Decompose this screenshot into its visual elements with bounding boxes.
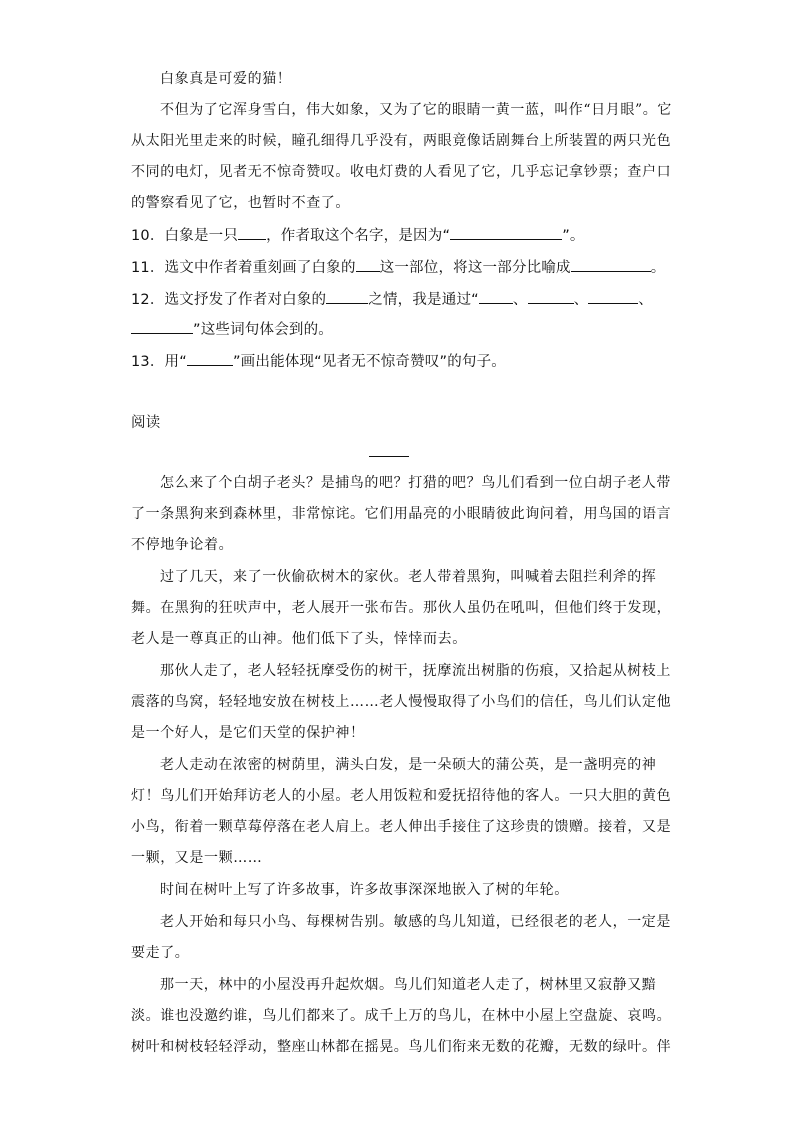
answer-blank[interactable] (571, 257, 651, 272)
passage1-line: 的警察看见了它，也暂时不查了。 (131, 195, 350, 211)
passage2-line: 小鸟，衔着一颗草莓停落在老人肩上。老人伸出手接住了这珍贵的馈赠。接着，又是 (131, 819, 672, 835)
answer-blank[interactable] (356, 257, 380, 272)
passage2-line: 舞。在黑狗的狂吠声中，老人展开一张布告。那伙人虽仍在吼叫，但他们终于发现， (131, 600, 672, 616)
question-11-text-c: 。 (650, 260, 666, 276)
question-11-text-a: 11．选文中作者着重刻画了白象的 (131, 260, 356, 276)
passage2-line: 怎么来了个白胡子老头？是捕鸟的吧？打猎的吧？鸟儿们看到一位白胡子老人带 (160, 475, 671, 491)
passage2-line: 树叶和树枝轻轻浮动，整座山林都在摇晃。鸟儿们衔来无数的花瓣，无数的绿叶。伴 (131, 1039, 672, 1055)
answer-blank[interactable] (479, 289, 513, 304)
question-10-text-c: ”。 (562, 228, 585, 244)
passage2-line: 淡。谁也没邀约谁，鸟儿们都来了。成千上万的鸟儿，在林中小屋上空盘旋、哀鸣。 (131, 1008, 672, 1024)
question-10 (131, 224, 585, 245)
passage2-line: 老人是一尊真正的山神。他们低下了头，悻悻而去。 (131, 631, 467, 647)
answer-blank[interactable] (238, 225, 266, 240)
passage2-line: 老人走动在浓密的树荫里，满头白发，是一朵硕大的蒲公英，是一盏明亮的神 (160, 757, 657, 773)
passage2-line: 震落的鸟窝，轻轻地安放在树枝上……老人慢慢取得了小鸟们的信任，鸟儿们认定他 (131, 694, 672, 710)
question-13 (131, 350, 506, 371)
passage2-line: 不停地争论着。 (131, 537, 234, 553)
title-blank-rule (369, 456, 409, 457)
answer-blank[interactable] (528, 289, 574, 304)
answer-blank[interactable] (450, 225, 562, 240)
question-12-cont (131, 318, 333, 339)
question-11-text-b: 这一部位，将这一部分比喻成 (379, 260, 571, 276)
question-13-text-a: 13．用“ (131, 354, 187, 370)
question-12 (131, 288, 653, 309)
question-10-text-a: 10．白象是一只 (131, 228, 239, 244)
answer-blank[interactable] (588, 289, 638, 304)
passage1-line: 从太阳光里走来的时候，瞳孔细得几乎没有，两眼竟像话剧舞台上所装置的两只光色 (131, 133, 672, 149)
passage2-line: 那一天，林中的小屋没再升起炊烟。鸟儿们知道老人走了，树林里又寂静又黯 (160, 977, 657, 993)
question-13-text-b: ”画出能体现“见者无不惊奇赞叹”的句子。 (232, 354, 507, 370)
passage2-line: 灯！鸟儿们开始拜访老人的小屋。老人用饭粒和爱抚招待他的客人。一只大胆的黄色 (131, 788, 672, 804)
passage2-line: 过了几天，来了一伙偷砍树木的家伙。老人带着黑狗，叫喊着去阻拦利斧的挥 (160, 569, 657, 585)
answer-blank[interactable] (131, 319, 193, 334)
answer-blank[interactable] (187, 351, 233, 366)
passage2-line: 要走了。 (131, 945, 190, 961)
passage2-line: 一颗，又是一颗…… (131, 850, 263, 866)
passage2-line: 了一条黑狗来到森林里，非常惊诧。它们用晶亮的小眼睛彼此询问着，用鸟国的语言 (131, 506, 672, 522)
passage1-line: 白象真是可爱的猫！ (160, 71, 292, 87)
question-12-sep: 、 (512, 292, 528, 308)
passage2-line: 是一个好人，是它们天堂的保护神！ (131, 725, 365, 741)
section-heading: 阅读 (131, 415, 161, 431)
passage1-line: 不同的电灯，见者无不惊奇赞叹。收电灯费的人看见了它，几乎忘记拿钞票；查户口 (131, 164, 672, 180)
passage2-line: 时间在树叶上写了许多故事，许多故事深深地嵌入了树的年轮。 (160, 882, 569, 898)
answer-blank[interactable] (326, 289, 368, 304)
question-12-sep: 、 (573, 292, 589, 308)
question-12-sep: 、 (638, 292, 653, 308)
passage2-line: 那伙人走了，老人轻轻抚摩受伤的树干，抚摩流出树脂的伤痕，又拾起从树枝上 (160, 663, 671, 679)
question-11 (131, 256, 665, 277)
question-12-text-b: 之情，我是通过“ (368, 292, 479, 308)
question-10-text-b: ，作者取这个名字，是因为“ (266, 228, 451, 244)
passage1-line: 不但为了它浑身雪白，伟大如象，又为了它的眼睛一黄一蓝，叫作“日月眼”。它 (160, 102, 672, 118)
passage2-line: 老人开始和每只小鸟、每棵树告别。敏感的鸟儿知道，已经很老的老人，一定是 (160, 914, 671, 930)
question-12-text-f: ”这些词句体会到的。 (193, 322, 334, 338)
question-12-text-a: 12．选文抒发了作者对白象的 (131, 292, 327, 308)
